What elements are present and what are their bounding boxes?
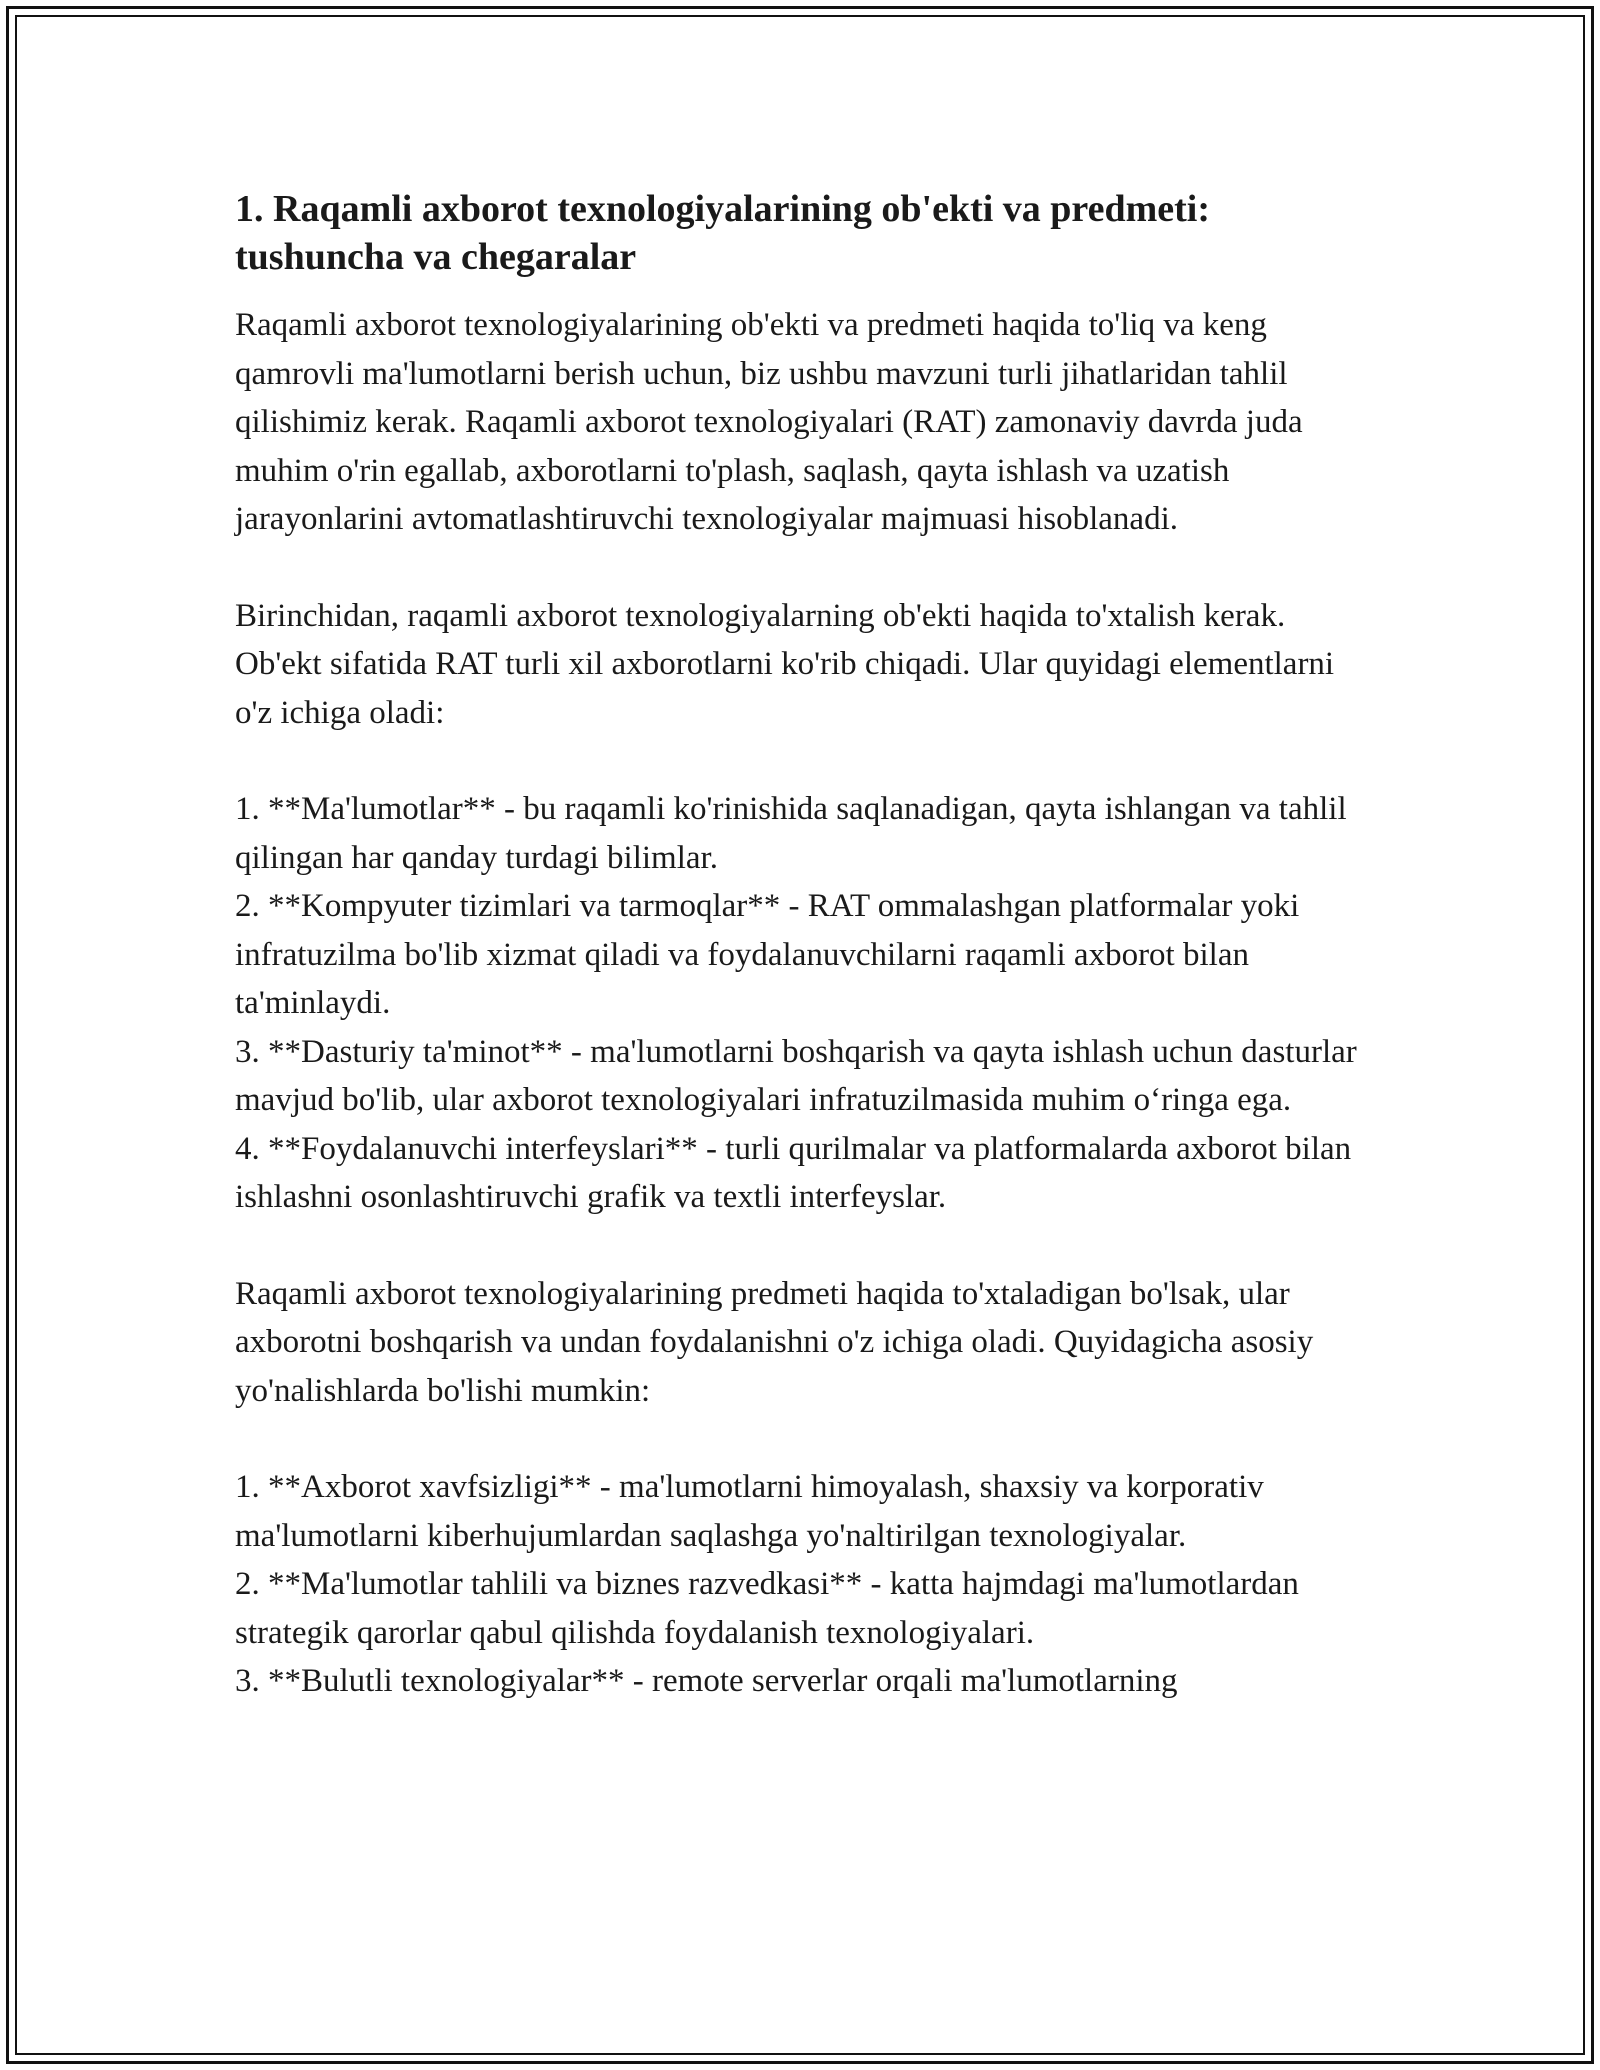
list-item: 1. **Ma'lumotlar** - bu raqamli ko'rinishida saqlanadigan, qayta ishlangan va tahlil qilingan har qanday turdagi bilimlar. (235, 791, 1347, 876)
list-item: 1. **Axborot xavfsizligi** - ma'lumotlarni himoyalash, shaxsiy va korporativ ma'lumotlarni kiberhujumlardan saqlashga yo'naltirilgan texnologiyalar. (235, 1469, 1264, 1554)
subject-list (235, 1463, 1375, 1706)
list-item: 3. **Dasturiy ta'minot** - ma'lumotlarni boshqarish va qayta ishlash uchun dasturlar mavjud bo'lib, ular axborot texnologiyalari infratuzilmasida muhim o‘ringa ega. (235, 1033, 1357, 1118)
section-title: 1. Raqamli axborot texnologiyalarining ob'ekti va predmeti: tushuncha va chegaralar (235, 188, 1210, 278)
document-body (235, 185, 1375, 1754)
object-paragraph: Birinchidan, raqamli axborot texnologiyalarning ob'ekti haqida to'xtalish kerak. Ob'ekt sifatida RAT turli xil axborotlarni ko'rib chiqadi. Ular quyidagi elementlarni o'z ichiga oladi: (235, 597, 1335, 731)
intro-paragraph: Raqamli axborot texnologiyalarining ob'ekti va predmeti haqida to'liq va keng qamrovli ma'lumotlarni berish uchun, biz ushbu mavzuni turli jihatlaridan tahlil qilishimiz kerak. Raqamli axborot texnologiyalari (RAT) zamonaviy davrda juda muhim o'rin egallab, axborotlarni to'plash, saqlash, qayta ishlash va uzatish jarayonlarini avtomatlashtiruvchi texnologiyalar majmuasi hisoblanadi. (235, 307, 1303, 537)
list-item: 2. **Ma'lumotlar tahlili va biznes razvedkasi** - katta hajmdagi ma'lumotlardan strategik qarorlar qabul qilishda foydalanish texnologiyalari. (235, 1566, 1299, 1651)
list-item: 3. **Bulutli texnologiyalar** - remote serverlar orqali ma'lumotlarning (235, 1663, 1178, 1699)
object-list (235, 785, 1375, 1222)
list-item: 2. **Kompyuter tizimlari va tarmoqlar** - RAT ommalashgan platformalar yoki infratuzilma bo'lib xizmat qiladi va foydalanuvchilarni raqamli axborot bilan ta'minlaydi. (235, 888, 1300, 1021)
list-item: 4. **Foydalanuvchi interfeyslari** - turli qurilmalar va platformalarda axborot bilan ishlashni osonlashtiruvchi grafik va textli interfeyslar. (235, 1130, 1352, 1215)
subject-paragraph: Raqamli axborot texnologiyalarining predmeti haqida to'xtaladigan bo'lsak, ular axborotni boshqarish va undan foydalanishni o'z ichiga oladi. Quyidagicha asosiy yo'nalishlarda bo'lishi mumkin: (235, 1275, 1314, 1409)
